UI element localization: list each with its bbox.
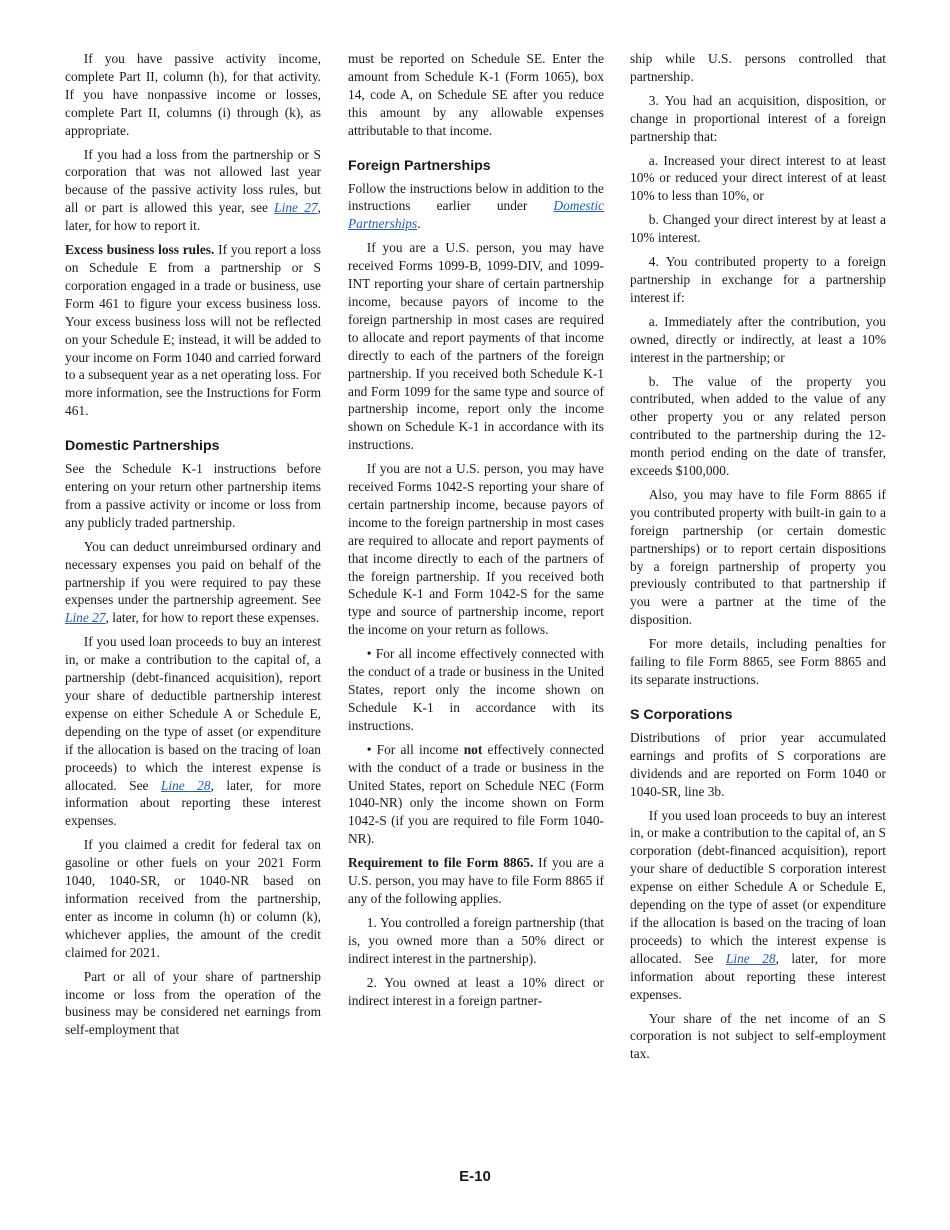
text: effectively connected with the conduct of a trade or business in the United States, report on Schedule NEC (Form 1040-NR) only the income shown on Form 1042-S (if you are required to file Form 1040-NR). [348,741,604,847]
numbered-item: 1. You controlled a foreign partnership (that is, you owned more than a 50% direct or indirect interest in the partnership). [348,914,604,966]
paragraph: ship while U.S. persons controlled that partnership. [630,51,886,84]
bullet-item [348,741,604,848]
paragraph [65,538,321,628]
paragraph: Part or all of your share of partnership income or loss from the operation of the business may be considered net earnings from self-employment that [65,968,321,1038]
paragraph [65,146,321,236]
text: If you report a loss on Schedule E from a partnership or S corporation engaged in a trade or business, use Form 461 to figure your excess business loss. Your excess business loss will not be reflected on your Schedule E; instead, it will be added to your income on Form 1040 and carried forward to a subsequent year as a net operating loss. For more information, see the Instructions for Form 461. [65,242,321,419]
numbered-item: 2. You owned at least a 10% direct or indirect interest in a foreign partner- [348,974,604,1008]
emphasis: not [463,741,483,757]
text: If you used loan proceeds to buy an interest in, or make a contribution to the capital of, an S corporation (debt-financed acquisition), report your share of deductible S corporation interest expense on either Schedule A or Schedule E, depending on the type of asset (or expenditure if the allocation is based on the tracing of loan proceeds) to which the interest expense is allocated. See [630,807,886,966]
paragraph: For more details, including penalties for failing to file Form 8865, see Form 8865 and its separate instructions. [630,636,886,687]
text: . [417,216,421,232]
text: , later, for more information about reporting these interest expenses. [65,777,322,829]
paragraph [65,241,321,420]
text: You can deduct unreimbursed ordinary and necessary expenses you paid on behalf of the partnership if you were required to pay these expenses under the partnership agreement. See [65,538,321,608]
line-27-link[interactable]: Line 27 [65,610,106,626]
paragraph: Your share of the net income of an S corporation is not subject to self-employment tax. [630,1010,886,1062]
paragraph: If you claimed a credit for federal tax on gasoline or other fuels on your 2021 Form 1040, 1040-SR, or 1040-NR based on information received from the partnership, enter as income in column (h) or column (k), whichever applies, the amount of the credit claimed for 2021. [65,837,321,960]
paragraph: If you are not a U.S. person, you may have received Forms 1042-S reporting your share of certain partnership income, because payors of income to the foreign partnership in most cases are required to allocate and report payments of that income directly to each of the partners of the foreign partnership. If you received both Schedule K-1 and Form 1042-S for the same type and source of partnership income, report the income on your return as follows. [348,461,604,638]
line-28-link[interactable]: Line 28 [725,950,776,966]
page-number: E-10 [459,1168,491,1185]
paragraph [348,854,604,908]
paragraph: must be reported on Schedule SE. Enter the amount from Schedule K-1 (Form 1065), box 14, code A, on Schedule SE after you reduce this amount by any allowable expenses attributable to that income. [348,51,604,138]
text: If you are a U.S. person, you may have to file Form 8865 if any of the following applies. [348,855,604,906]
paragraph [65,633,321,830]
paragraph: Also, you may have to file Form 8865 if you contributed property with built-in gain to a foreign partnership (or certain domestic partnerships) or to report certain dispositions by a foreign partnership of property you previously contributed to that partnership if you were a partner at the time of the disposition. [630,486,886,628]
column-right [630,50,886,1069]
numbered-item: 3. You had an acquisition, disposition, or change in proportional interest of a foreign partnership that: [630,92,886,144]
domestic-partnerships-link[interactable]: Domestic Partnerships [348,198,604,232]
text: , later, for how to report these expenses. [105,610,320,626]
column-middle [348,50,604,1015]
section-heading-s-corporations: S Corporations [630,706,733,723]
text: , later, for how to report it. [65,200,322,234]
paragraph: If you have passive activity income, complete Part II, column (h), for that activity. If you have nonpassive income or losses, complete Part II, columns (i) through (k), as appropriate. [65,51,321,138]
paragraph [630,807,886,1004]
line-27-link[interactable]: Line 27 [274,200,318,216]
sub-item: a. Increased your direct interest to at least 10% or reduced your direct interest of at least 10% to less than 10%, or [630,152,886,204]
paragraph: If you are a U.S. person, you may have received Forms 1099-B, 1099-DIV, and 1099-INT reporting your share of certain partnership income, because payors of income to the foreign partnership in most cases are required to allocate and report payments of that income directly to each of the partners of the foreign partnership. If you received both Schedule K-1 and Form 1099 for the same type and source of partnership income, report only the income shown on Schedule K-1 in accordance with its instructions. [348,240,604,453]
line-28-link[interactable]: Line 28 [160,777,211,793]
section-heading-foreign-partnerships: Foreign Partnerships [348,157,491,174]
text: , later, for more information about reporting these interest expenses. [630,950,887,1002]
run-in-heading: Requirement to file Form 8865. [348,855,534,871]
text: For all income [376,741,464,757]
sub-item: a. Immediately after the contribution, you owned, directly or indirectly, at least a 10% interest in the partnership; or [630,313,886,365]
run-in-heading: Excess business loss rules. [65,242,215,258]
paragraph: See the Schedule K-1 instructions before entering on your return other partnership items from a passive activity or income or loss from any publicly traded partnership. [65,461,321,530]
text: Follow the instructions below in addition to the instructions earlier under [348,180,604,214]
paragraph: Distributions of prior year accumulated earnings and profits of S corporations are dividends and are reported on Form 1040 or 1040-SR, line 3b. [630,729,886,799]
sub-item: b. The value of the property you contributed, when added to the value of any other property you or any related person contributed to the partnership during the 12-month period ending on the date of transfer, exceeds $100,000. [630,373,886,479]
text: If you used loan proceeds to buy an interest in, or make a contribution to the capital of, a partnership (debt-financed acquisition), report your share of deductible partnership interest expense on either Schedule A or Schedule E, depending on the type of asset (or expenditure if the allocation is based on the tracing of loan proceeds) to which the interest expense is allocated. See [65,634,321,793]
sub-item: b. Changed your direct interest by at least a 10% interest. [630,212,886,246]
numbered-item: 4. You contributed property to a foreign partnership in exchange for a partnership interest if: [630,254,886,305]
bullet-item: • For all income effectively connected with the conduct of a trade or business in the United States, report only the income shown on Schedule K-1 in accordance with its instructions. [348,645,604,735]
paragraph [348,180,604,234]
column-left [65,50,321,1045]
text: If you had a loss from the partnership or S corporation that was not allowed last year because of the passive activity loss rules, but all or part is allowed this year, see [65,146,321,216]
section-heading-domestic-partnerships: Domestic Partnerships [65,438,220,455]
